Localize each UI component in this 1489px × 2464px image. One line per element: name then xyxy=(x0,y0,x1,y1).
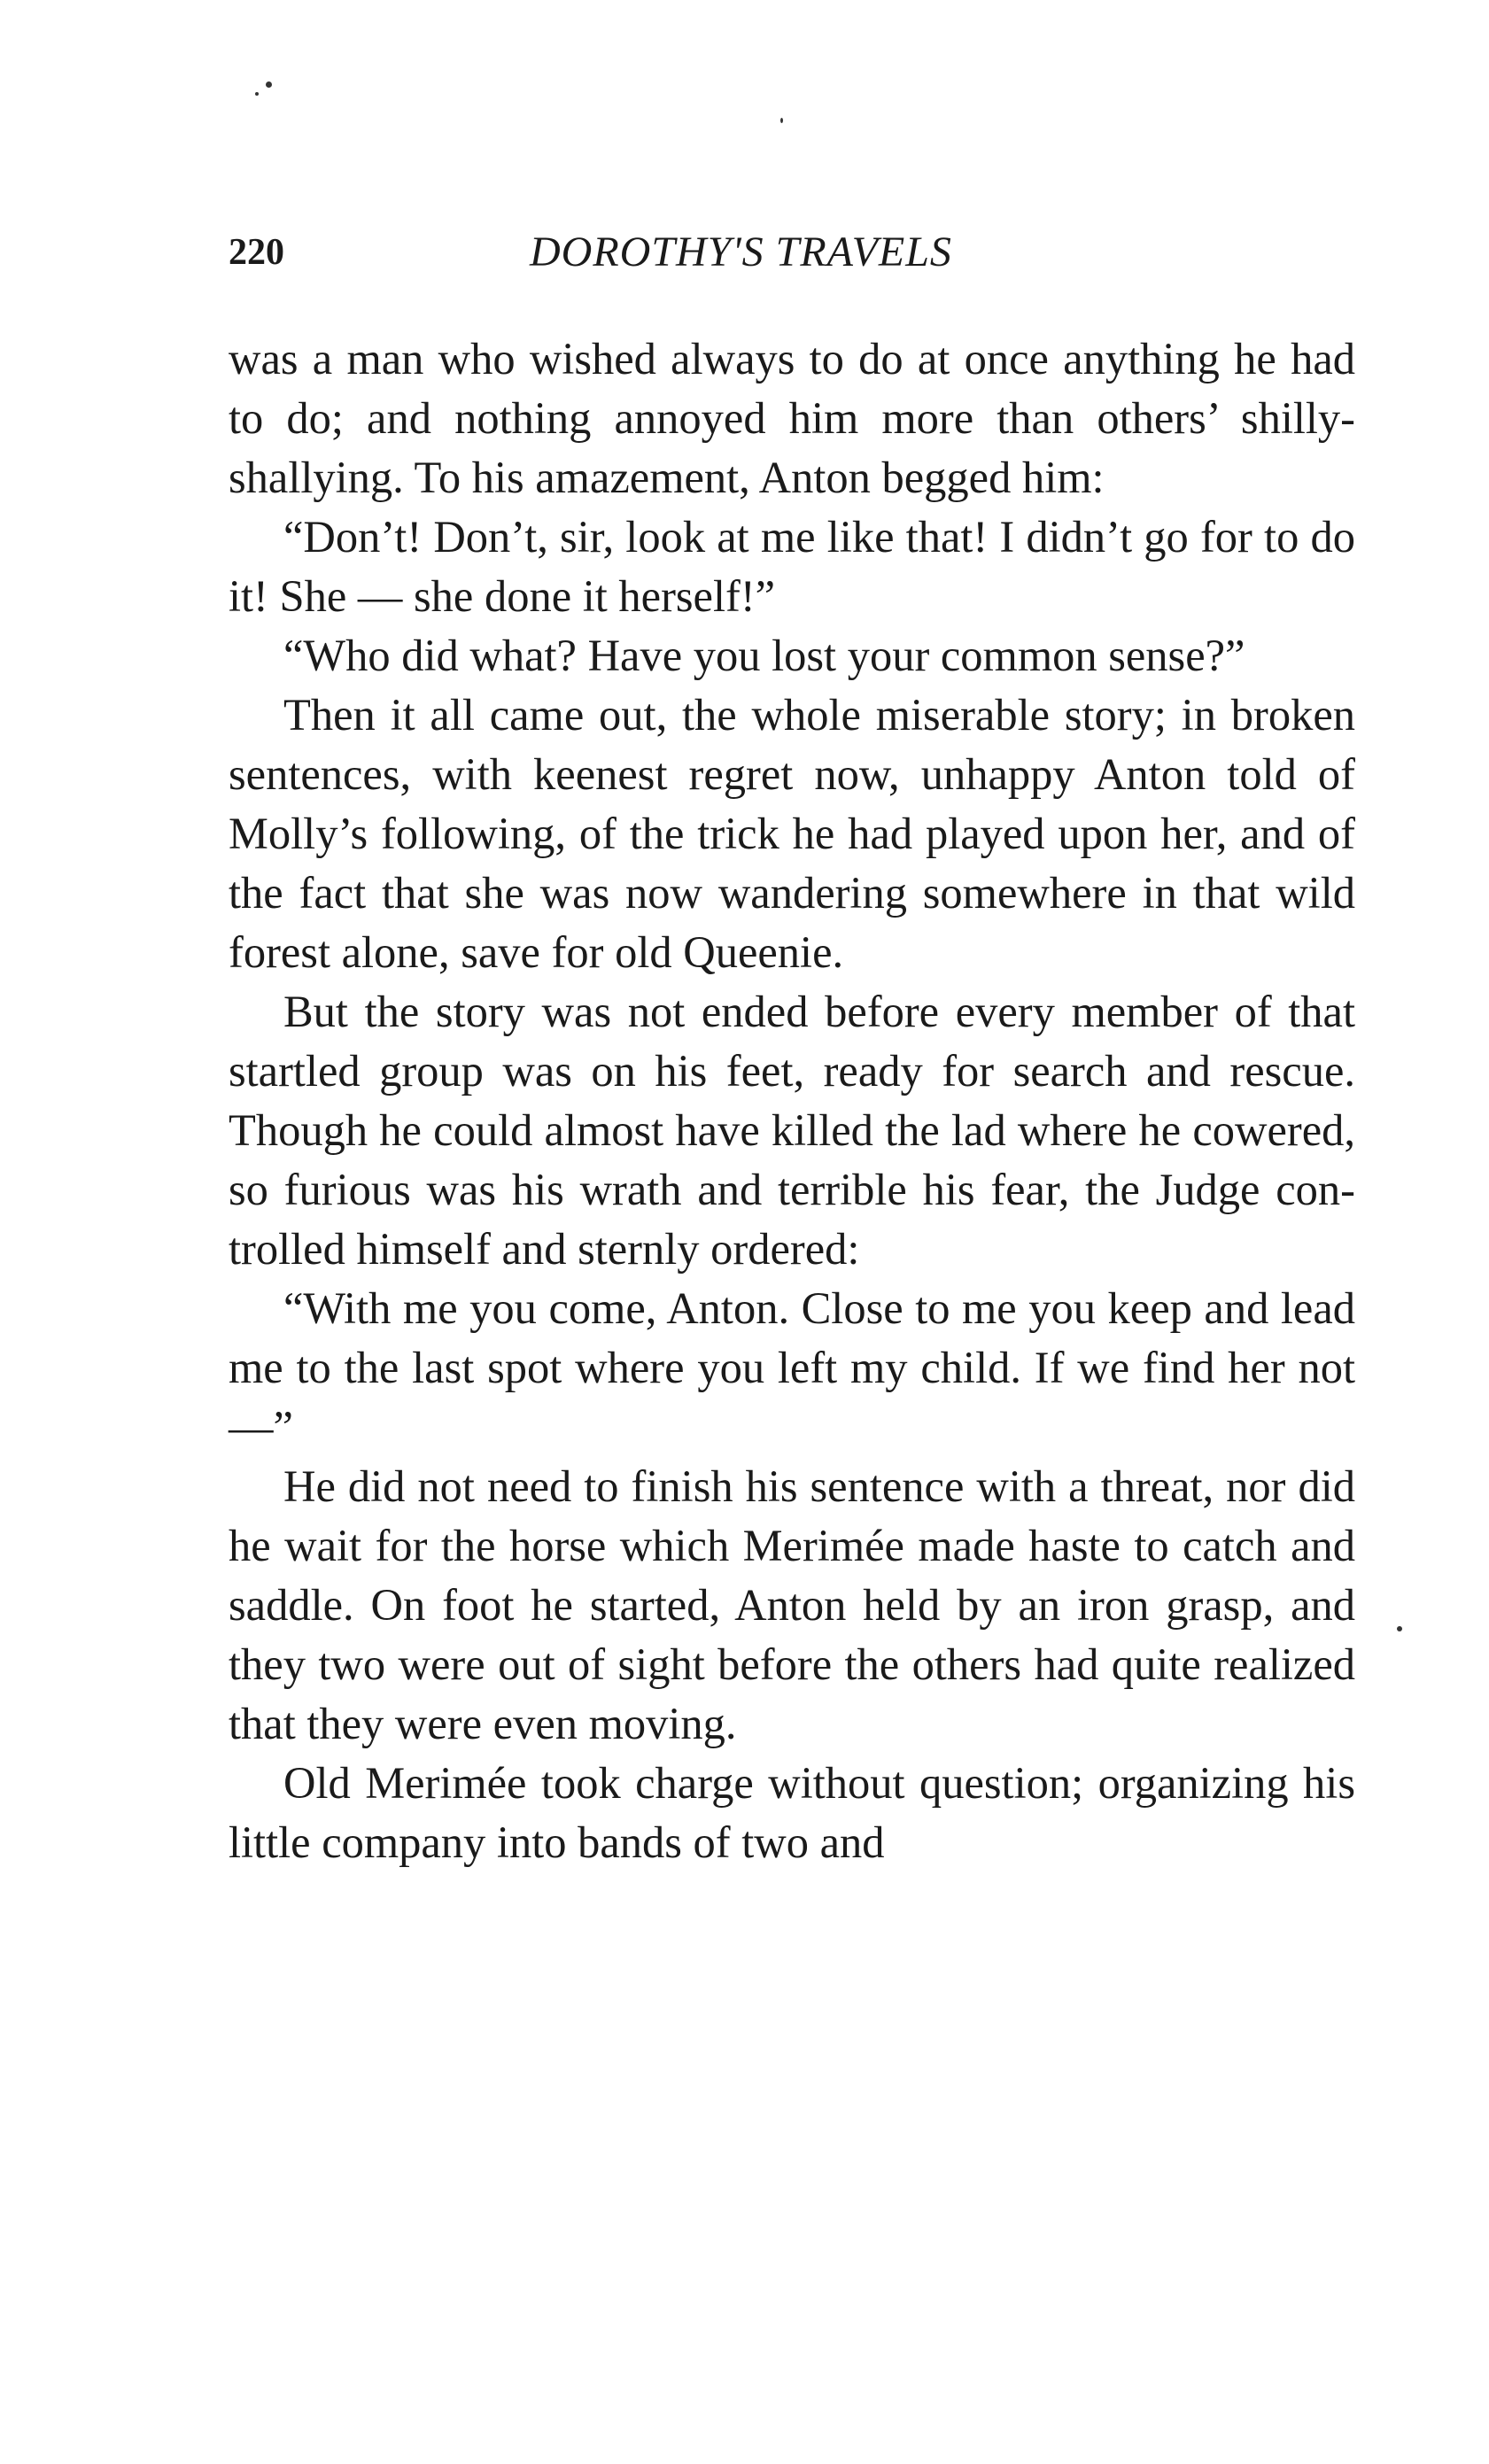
paragraph: “Who did what? Have you lost your common sense?” xyxy=(283,631,1245,680)
paragraph: Old Merimée took charge without question; organizing his little company into bands of two and xyxy=(229,1758,1355,1867)
print-speck xyxy=(780,118,783,123)
running-head xyxy=(229,226,1355,279)
print-speck xyxy=(255,92,259,96)
paragraph: He did not need to finish his sentence with a threat, nor did he wait for the horse which Merimée made haste to catch and saddle. On foot he started, Anton held by an iron grasp, and they two were out of sight before the others had quite realized that they were even moving. xyxy=(229,1461,1355,1748)
print-speck xyxy=(266,81,272,88)
paragraph: was a man who wished always to do at once anything he had to do; and nothing annoyed him more than others’ shilly-shallying. To his amazement, Anton begged him: xyxy=(229,334,1355,502)
paragraph: “Don’t! Don’t, sir, look at me like that! I didn’t go for to do it! She — she done it herself!” xyxy=(229,512,1355,621)
paragraph: “With me you come, Anton. Close to me you keep and lead me to the last spot where you left my child. If we find her not —” xyxy=(229,1283,1355,1452)
paragraph: But the story was not ended before every member of that startled group was on his feet, ready for search and rescue. Though he could almost have killed the lad where he cowered, so furious was his wrath and terrible his fear, the Judge controlled himself and sternly ordered: xyxy=(229,987,1355,1274)
paragraph: Then it all came out, the whole miserable story; in broken sentences, with keenest regret now, unhappy Anton told of Molly’s following, of the trick he had played upon her, and of the fact that she was now wandering somewhere in that wild forest alone, save for old Queenie. xyxy=(229,690,1355,977)
page-number: 220 xyxy=(229,232,284,273)
print-speck xyxy=(1397,1626,1402,1631)
body-text xyxy=(229,329,1355,1872)
running-title: DOROTHY'S TRAVELS xyxy=(530,229,952,275)
